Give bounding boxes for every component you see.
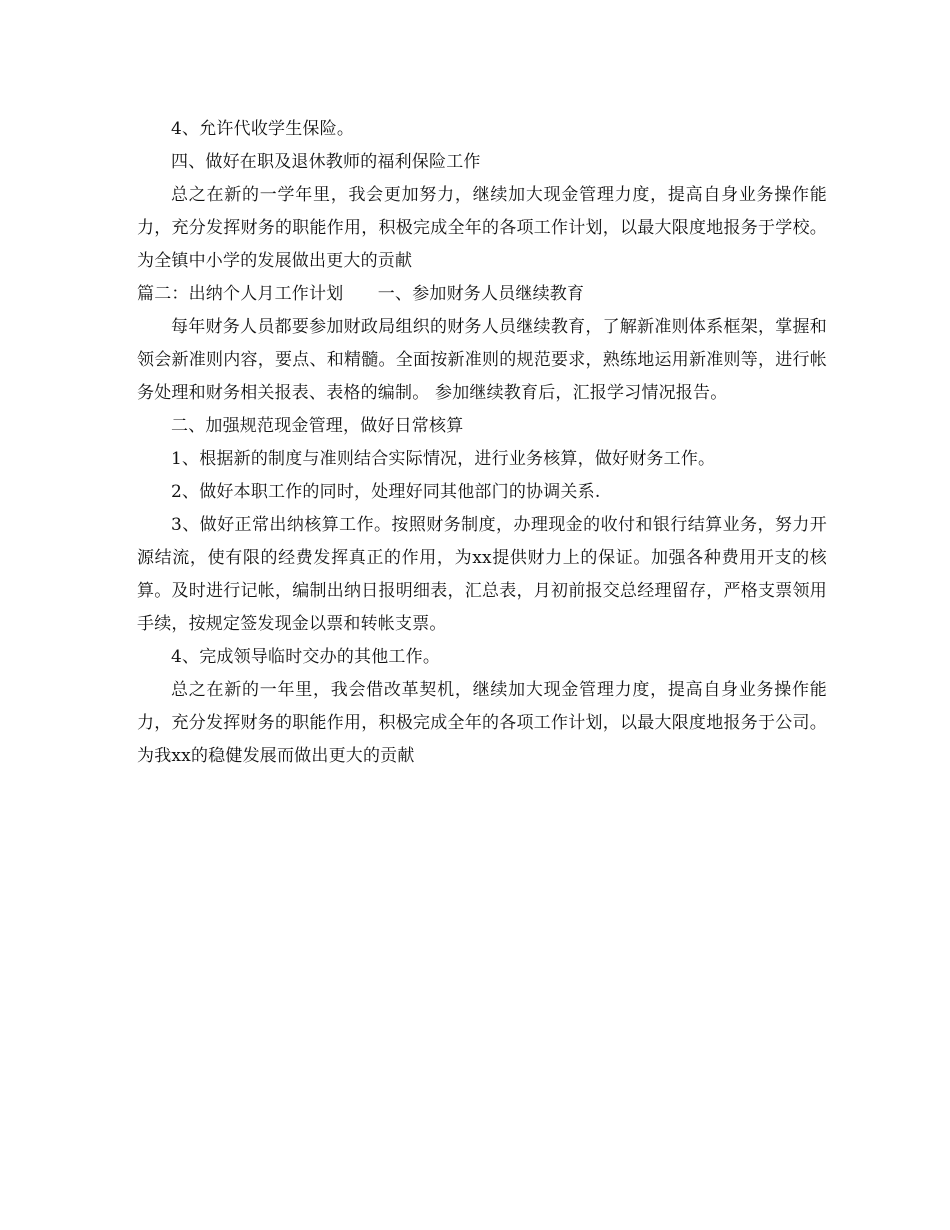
paragraph-summary-company: 总之在新的一年里，我会借改革契机，继续加大现金管理力度，提高自身业务操作能力，充分发挥财务的职能作用，积极完成全年的各项工作计划，以最大限度地报务于公司。为我xx的稳健发展而做出更大的贡献 bbox=[137, 680, 827, 766]
list-item-4: 4、完成领导临时交办的其他工作。 bbox=[171, 647, 441, 667]
document-body bbox=[137, 113, 827, 773]
chapter-heading-part-two: 篇二：出纳个人月工作计划 一、参加财务人员继续教育 bbox=[137, 284, 585, 304]
list-item-1: 1、根据新的制度与准则结合实际情况，进行业务核算，做好财务工作。 bbox=[171, 449, 716, 469]
paragraph-item-4-insurance: 4、允许代收学生保险。 bbox=[171, 119, 355, 139]
list-item-3: 3、做好正常出纳核算工作。按照财务制度，办理现金的收付和银行结算业务，努力开源结流，使有限的经费发挥真正的作用，为xx提供财力上的保证。加强各种费用开支的核算。及时进行记帐，编制出纳日报明细表，汇总表，月初前报交总经理留存，严格支票领用手续，按规定签发现金以票和转帐支票。 bbox=[137, 515, 827, 634]
section-heading-welfare: 四、做好在职及退休教师的福利保险工作 bbox=[171, 152, 481, 172]
paragraph-continuing-education: 每年财务人员都要参加财政局组织的财务人员继续教育，了解新准则体系框架，掌握和领会新准则内容，要点、和精髓。全面按新准则的规范要求，熟练地运用新准则等，进行帐务处理和财务相关报表、表格的编制。 参加继续教育后，汇报学习情况报告。 bbox=[137, 317, 827, 403]
paragraph-summary-school: 总之在新的一学年里，我会更加努力，继续加大现金管理力度，提高自身业务操作能力，充分发挥财务的职能作用，积极完成全年的各项工作计划，以最大限度地报务于学校。为全镇中小学的发展做出更大的贡献 bbox=[137, 185, 827, 271]
list-item-2: 2、做好本职工作的同时，处理好同其他部门的协调关系. bbox=[171, 482, 601, 502]
section-heading-cash-management: 二、加强规范现金管理，做好日常核算 bbox=[171, 416, 464, 436]
